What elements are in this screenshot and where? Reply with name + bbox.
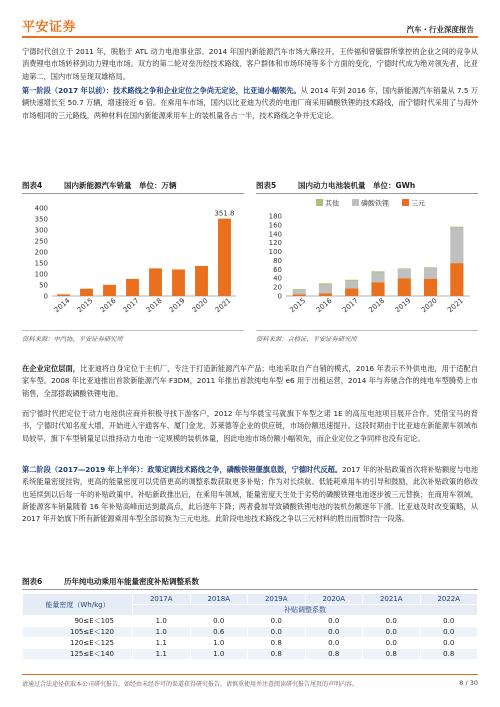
paragraph-intro: 宁德时代创立于 2011 年，脱胎于 ATL 动力电池事业部。2014 年国内新能源汽车市场大幕拉开，王传福和曾毓群所掌控的企业之间的竞争从消费锂电市场转移到动力锂电市场。双方的第二轮对垒历经技术路线、客户群体和市场环境等多个方面的变化，宁德时代成为绝对领先者，比亚迪第二，国内市场呈现双雄格局。 [22,47,478,81]
table6-year: 2022A [420,594,478,605]
y-tick-label: 80 [273,256,282,265]
x-tick-label: 2016 [98,296,118,315]
bar-segment [450,228,463,264]
page-header [22,14,478,38]
paragraph-stage1 [22,85,478,122]
table6-row-header: 能量密度（Wh/kg） [23,594,133,616]
bar-segment [424,268,437,279]
footer-disclaimer: 请通过合法途径获取本公司研究报告，如经由未经许可的渠道获得研究报告，请慎重使用并注意阅读研究报告尾页的声明内容。 [22,681,359,688]
coefficient-cell: 1.1 [133,649,191,660]
bar-segment [319,293,332,296]
fig5-title-bar [256,180,478,194]
table6-year: 2019A [248,594,306,605]
density-range-cell: 105≤E＜120 [23,627,133,638]
x-tick-label: 2021 [446,296,465,315]
y-tick-label: 100 [34,270,48,279]
x-tick-label: 2019 [167,296,187,315]
bar-segment [398,269,411,278]
fig4-title: 国内新能源汽车销量 单位：万辆 [64,181,177,190]
x-tick-label: 2017 [341,296,360,315]
table-row [23,638,478,649]
x-tick-label: 2020 [190,296,210,315]
table6-year: 2020A [305,594,363,605]
x-tick-label: 2018 [367,296,387,315]
bar [80,289,93,296]
bar [195,266,208,296]
energy-density-table [22,593,478,660]
fig5-number: 图表5 [256,181,277,190]
legend-swatch [316,199,323,206]
bar-segment [319,285,332,293]
bar-segment [371,282,384,296]
y-tick-label: 300 [34,226,48,235]
y-tick-label: 180 [268,212,282,221]
bar-segment [371,272,384,282]
coefficient-cell: 0.8 [363,649,421,660]
x-tick-label: 2021 [213,296,233,315]
coefficient-cell: 0.0 [420,638,478,649]
x-tick-label: 2016 [314,296,334,315]
fig5-title: 国内动力电池装机量 单位：GWh [298,181,416,190]
coefficient-cell: 0.0 [305,627,363,638]
table-row [23,627,478,638]
coefficient-cell: 0.0 [363,616,421,627]
bar-segment [293,290,306,294]
y-tick-label: 50 [39,281,48,290]
table6-title-bar [22,576,478,590]
y-tick-label: 400 [34,204,48,213]
fig4-source: 资料来源：中汽协、平安证券研究所 [22,330,244,344]
table6-year: 2018A [190,594,248,605]
legend-label: 磷酸铁锂 [361,199,389,208]
coefficient-cell: 0.0 [305,638,363,649]
coefficient-cell: 1.1 [133,638,191,649]
legend-swatch [402,199,409,206]
y-tick-label: 350 [34,215,48,224]
y-tick-label: 250 [34,237,48,246]
coefficient-cell: 0.8 [248,649,306,660]
density-range-cell: 120≤E＜125 [23,638,133,649]
stage2-lead: 第二阶段（2017—2019 年上半年）：政策定调技术路线之争，磷酸铁锂偃旗息鼓，宁德时代反超。 [22,465,343,474]
bar-segment [450,227,463,228]
density-range-cell: 90≤E＜105 [23,616,133,627]
bar-segment [345,288,358,296]
table6-year: 2017A [133,594,191,605]
stage1-body: 从 2014 年到 2016 年，国内新能源汽车销量从 7.5 万辆快速增长至 50.7 万辆，增速接近 6 倍。在乘用车市场，国内以比亚迪为代表的电池厂商采用磷酸铁锂的技术路线，而宁德时代采用了与海外市场相同的三元路线，两种材料在国内新能源乘用车上的装机量各占一半，技术路线之争并无定论。 [22,86,478,120]
x-tick-label: 2017 [121,296,141,315]
bar-segment [398,268,411,269]
fig4-number: 图表4 [22,181,43,190]
y-tick-label: 60 [273,265,282,274]
fig5-source: 资料来源：合格证、平安证券研究所 [256,330,478,344]
coefficient-cell: 0.8 [420,649,478,660]
x-tick-label: 2014 [52,296,72,315]
page-number: 8 / 30 [459,679,478,687]
coefficient-cell: 0.6 [190,627,248,638]
report-type: 汽车・行业深度报告 [406,25,474,34]
fig4-title-bar [22,180,244,194]
bar-segment [345,280,358,281]
paragraph-stage2 [22,464,478,525]
y-tick-label: 100 [268,248,282,257]
table6-title: 历年纯电动乘用车能量密度补贴调整系数 [64,577,199,586]
coefficient-cell: 0.0 [305,616,363,627]
positioning-body: 比亚迪将自身定位于主机厂，专注于打造新能源汽车产品；电池采取自产自销的模式，2016 年表示不外供电池，用于适配自家车型。2008 年比亚迪推出首款新能源汽车 F3DM，2011 年推出首款纯电车型 e6 用于出租运营，2014 年与奔驰合作的纯电车型腾势上市销售，全部搭载磷酸铁锂电池。 [22,364,478,398]
bar-segment [424,279,437,296]
legend-label: 三元 [411,199,425,208]
positioning-lead: 在企业定位层面， [22,364,81,373]
x-tick-label: 2015 [75,296,95,315]
bar [57,294,70,296]
bar-segment [398,278,411,296]
coefficient-cell: 1.0 [190,649,248,660]
table-row [23,649,478,660]
bar [103,285,116,296]
coefficient-cell: 0.0 [190,616,248,627]
table-row [23,616,478,627]
x-tick-label: 2018 [144,296,164,315]
table6-number: 图表6 [22,577,43,586]
y-tick-label: 150 [34,259,48,268]
y-tick-label: 200 [34,248,48,257]
table6-year: 2021A [363,594,421,605]
bar-segment [319,283,332,285]
coefficient-cell: 0.0 [420,616,478,627]
x-tick-label: 2015 [288,296,308,315]
coefficient-cell: 0.8 [248,638,306,649]
table6-sub-header: 补贴调整系数 [133,605,478,616]
fig4-chart [22,196,244,326]
x-tick-label: 2020 [419,296,439,315]
bar-segment [424,267,437,268]
paragraph-catl: 而宁德时代把定位于动力电池供应商并积极寻找下游客户，2012 年与华晨宝马就旗下车型之诺 1E 的高压电池项目展开合作。凭借宝马的背书，宁德时代知名度大增，开始进入宇通客车、厦门金龙、苏莱德等企业的供应链，市场份额迅速提升。这段时期由于比亚迪在新能源车领域布局较早，旗下车型销量足以推持动力电池一定规模的装机体量，因此电池市场份额小幅领先，而企业定位之争同样也没有定论。 [22,409,478,443]
y-tick-label: 120 [268,239,282,248]
coefficient-cell: 1.0 [133,627,191,638]
bar [126,279,139,296]
coefficient-cell: 0.8 [305,649,363,660]
y-tick-label: 20 [273,283,282,292]
bar-segment [450,263,463,296]
bar-segment [293,294,306,296]
coefficient-cell: 0.0 [248,616,306,627]
legend-swatch [352,199,359,206]
bar [172,269,185,296]
density-range-cell: 125≤E＜140 [23,649,133,660]
coefficient-cell: 0.0 [363,627,421,638]
y-tick-label: 0 [43,292,48,301]
coefficient-cell: 0.0 [363,638,421,649]
y-tick-label: 40 [273,274,282,283]
coefficient-cell: 0.0 [420,627,478,638]
coefficient-cell: 1.0 [133,616,191,627]
x-tick-label: 2019 [393,296,413,315]
bar-segment [345,281,358,289]
data-label: 351.8 [214,209,235,218]
stage1-lead: 第一阶段（2017 年以前）：技术路线之争和企业定位之争尚无定论，比亚迪小幅领先。 [22,86,301,95]
coefficient-cell: 1.0 [190,638,248,649]
bar [149,268,162,296]
bar-segment [293,289,306,290]
brand-logo: 平安证券 [22,20,77,35]
fig5-chart [256,196,478,326]
stage2-body: 2017 年的补贴政策首次将补贴额度与电池系统能量密度挂钩，更高的能量密度可以凭借更高的调整系数获取更多补贴；作为对长续航、低能耗乘用车的引导和鼓励，此次补贴政策的修改也延续到以后每一年的补贴政策中。补贴新政推出后，在乘用车领域，能量密度天生处于劣势的磷酸铁锂电池逐步被三元替换；在商用车领域，新能源客车销量随着 16 年补贴高峰而达到最高点，此后逐年下降；两者叠加导致磷酸铁锂电池的装机份额逐年下滑。比亚迪及时改变策略，从 2017 年开始旗下所有新能源乘用车型全部切换为三元电池。此阶段电池技术路线之争以三元材料的胜出而暂时告一段落。 [22,465,479,524]
footer-divider [22,674,478,675]
paragraph-positioning [22,363,478,400]
y-tick-label: 0 [277,292,282,301]
bar-segment [371,271,384,272]
legend-label: 其他 [325,199,339,208]
coefficient-cell: 0.0 [248,627,306,638]
y-tick-label: 140 [268,230,282,239]
y-tick-label: 160 [268,221,282,230]
bar [218,219,231,296]
